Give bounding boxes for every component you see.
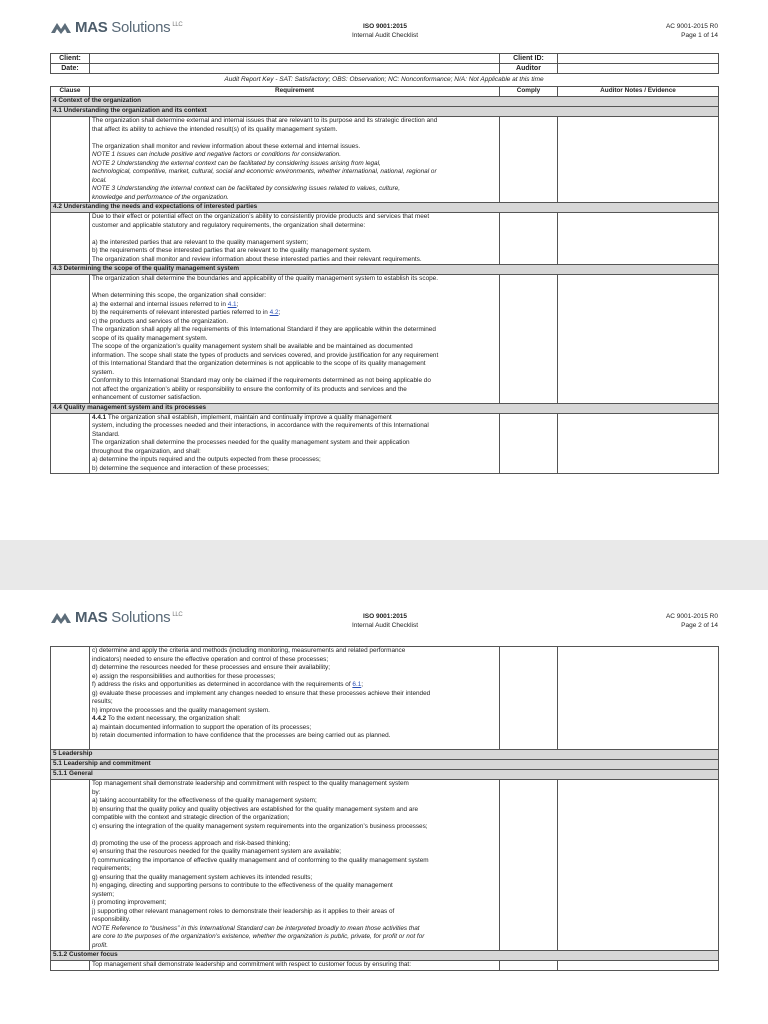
table-row <box>51 213 719 265</box>
requirement-line: Standard. <box>92 430 120 438</box>
requirement-line: The organization shall monitor and review information about these external and internal issues. <box>92 142 361 150</box>
requirement-cell <box>90 117 500 203</box>
note-line: are core to the purposes of the organization’s existence, whether the organization is public, private, for profit or not for <box>92 933 425 940</box>
section-header: 5 Leadership <box>51 750 719 760</box>
requirement-line: information. The scope shall state the types of products and services covered, and provide justification for any requirement <box>92 351 439 359</box>
requirement-line: system, including the processes needed and their interactions, in accordance with the requirements of this International <box>92 422 429 429</box>
auditor-notes-cell[interactable] <box>558 117 719 203</box>
requirement-line: b) the requirements of these interested parties that are relevant to the quality management system. <box>92 247 372 254</box>
requirement-line: c) the products and services of the organization. <box>92 317 229 325</box>
auditor-notes-cell[interactable] <box>558 413 719 474</box>
clause-cell <box>51 413 90 474</box>
auditor-notes-cell[interactable] <box>558 961 719 971</box>
note-line: profit. <box>92 941 108 949</box>
page-number: Page 1 of 14 <box>681 32 718 39</box>
requirement-line: a) taking accountability for the effectiveness of the quality management system; <box>92 797 317 804</box>
requirement-line: customer and applicable statutory and regulatory requirements, the organization shall determine: <box>92 221 366 229</box>
note-line: NOTE 1 Issues can include positive and negative factors or conditions for consideration. <box>92 151 342 158</box>
comply-cell[interactable] <box>500 213 558 265</box>
note-line: NOTE Reference to “business” in this International Standard can be interpreted broadly to mean those activities that <box>92 924 420 932</box>
note-line: NOTE 2 Understanding the external context can be facilitated by considering issues arising from legal, <box>92 159 381 167</box>
section-header: 5.1.2 Customer focus <box>51 951 719 961</box>
requirement-line: The organization shall monitor and review information about these interested parties and their relevant requirements. <box>92 255 422 263</box>
section-header: 4.2 Understanding the needs and expectations of interested parties <box>51 203 719 213</box>
requirement-line: by: <box>92 788 101 796</box>
auditor-field[interactable] <box>558 64 719 74</box>
audit-report-key: Audit Report Key - SAT: Satisfactory; OBS: Observation; NC: Nonconformance; N/A: Not Applicable at this time <box>224 76 544 83</box>
header-center <box>285 612 485 630</box>
requirement-line: b) the requirements of relevant interested parties referred to in 4.2; <box>92 309 281 316</box>
page-2 <box>0 590 768 1024</box>
section-header: 4 Context of the organization <box>51 97 719 107</box>
requirement-line: that affect its ability to achieve the intended result(s) of its quality management system. <box>92 125 338 133</box>
page-header <box>0 0 768 48</box>
column-clause: Clause <box>51 87 90 97</box>
page-header <box>0 590 768 638</box>
standard-name: ISO 9001:2015 <box>362 613 408 620</box>
requirement-line: system; <box>92 890 115 898</box>
clause-link-6-1[interactable]: 6.1 <box>352 681 362 688</box>
requirement-line: a) maintain documented information to support the operation of its processes; <box>92 723 312 731</box>
requirement-line: e) ensuring that the resources needed for the quality management system are available; <box>92 848 342 855</box>
requirement-line: c) determine and apply the criteria and methods (including monitoring, measurements and related performance <box>92 647 406 654</box>
client-field[interactable] <box>90 54 500 64</box>
requirement-line: Due to their effect or potential effect on the organization’s ability to consistently provide products and services that meet <box>92 213 430 220</box>
requirement-line: i) promoting improvement; <box>92 899 167 906</box>
requirement-line: j) supporting other relevant management roles to demonstrate their leadership as it applies to their areas of <box>92 907 395 915</box>
requirement-line: indicators) needed to ensure the effective operation and control of these processes; <box>92 655 329 663</box>
requirement-line: The organization shall apply all the requirements of this International Standard if they are applicable within the determined <box>92 326 436 333</box>
section-header: 4.3 Determining the scope of the quality management system <box>51 265 719 275</box>
requirement-line: h) improve the processes and the quality management system. <box>92 706 270 714</box>
requirement-line: The scope of the organization’s quality management system shall be available and be maintained as documented <box>92 343 413 350</box>
requirement-line: compatible with the context and strategic direction of the organization; <box>92 814 290 821</box>
mas-logo-icon <box>50 611 72 625</box>
clause-cell <box>51 275 90 404</box>
client-label: Client: <box>51 54 90 64</box>
requirement-line: scope of its quality management system. <box>92 334 208 342</box>
section-header: 5.1 Leadership and commitment <box>51 760 719 770</box>
requirement-line: Top management shall demonstrate leadership and commitment with respect to customer focus by ensuring that: <box>92 961 411 968</box>
note-line: knowledge and performance of the organization. <box>92 193 229 201</box>
requirement-line: responsibility. <box>92 916 131 923</box>
clause-cell <box>51 213 90 265</box>
requirement-line: The organization shall determine the processes needed for the quality management system and their application <box>92 439 410 446</box>
requirement-line: The organization shall determine external and internal issues that are relevant to its purpose and its strategic direction and <box>92 117 438 124</box>
requirement-line: throughout the organization, and shall: <box>92 447 201 455</box>
requirement-line: of this International Standard that the organization determines is not applicable to the scope of its quality management <box>92 360 426 367</box>
requirement-line: f) address the risks and opportunities as determined in accordance with the requirements of 6.1; <box>92 681 364 688</box>
comply-cell[interactable] <box>500 780 558 951</box>
requirement-line: 4.4.2 To the extent necessary, the organization shall: <box>92 715 241 722</box>
requirement-cell <box>90 413 500 474</box>
header-right <box>666 22 718 40</box>
requirement-cell <box>90 961 500 971</box>
auditor-notes-cell[interactable] <box>558 780 719 951</box>
note-line: technological, competitive, market, cultural, social and economic environments, whether international, national, regional or <box>92 168 437 175</box>
requirement-line: d) promoting the use of the process approach and risk-based thinking; <box>92 839 291 847</box>
document-id: AC 9001-2015 R0 <box>665 613 718 620</box>
standard-name: ISO 9001:2015 <box>362 23 408 30</box>
requirement-line: results; <box>92 698 113 705</box>
note-line: NOTE 3 Understanding the internal context can be facilitated by considering issues related to values, culture, <box>92 185 400 192</box>
auditor-notes-cell[interactable] <box>558 213 719 265</box>
column-header-row <box>51 87 719 97</box>
requirement-line: system. <box>92 368 115 376</box>
requirement-cell <box>90 213 500 265</box>
table-row <box>51 413 719 474</box>
requirement-line: b) ensuring that the quality policy and quality objectives are established for the quality management system and are <box>92 805 419 813</box>
table-row <box>51 275 719 404</box>
requirement-cell <box>90 780 500 951</box>
requirement-line: When determining this scope, the organization shall consider: <box>92 292 267 299</box>
table-row <box>51 117 719 203</box>
requirement-line: a) determine the inputs required and the outputs expected from these processes; <box>92 456 321 463</box>
note-line: local. <box>92 176 107 184</box>
page-number: Page 2 of 14 <box>681 622 718 629</box>
column-notes: Auditor Notes / Evidence <box>558 87 719 97</box>
table-row <box>51 647 719 750</box>
requirement-cell <box>90 647 500 750</box>
comply-cell[interactable] <box>500 413 558 474</box>
requirement-line: a) the external and internal issues referred to in 4.1; <box>92 300 239 308</box>
company-logo <box>50 610 182 625</box>
requirement-line: c) ensuring the integration of the quality management system requirements into the organization’s business processes; <box>92 822 428 830</box>
auditor-label: Auditor <box>500 64 558 74</box>
client-id-field[interactable] <box>558 54 719 64</box>
requirement-cell <box>90 275 500 404</box>
audit-checklist-table <box>50 86 719 474</box>
date-field[interactable] <box>90 64 500 74</box>
document-title: Internal Audit Checklist <box>351 32 419 39</box>
clause-cell <box>51 961 90 971</box>
audit-checklist-table <box>50 646 719 971</box>
section-header: 5.1.1 General <box>51 770 719 780</box>
requirement-line: f) communicating the importance of effective quality management and of conforming to the quality management system <box>92 856 429 864</box>
clause-link-4-1[interactable]: 4.1 <box>227 300 237 308</box>
table-row <box>51 961 719 971</box>
document-id: AC 9001-2015 R0 <box>665 23 718 30</box>
requirement-line: requirements; <box>92 865 132 872</box>
requirement-line: b) retain documented information to have confidence that the processes are being carried out as planned. <box>92 732 391 739</box>
client-id-label: Client ID: <box>500 54 558 64</box>
date-label: Date: <box>51 64 90 74</box>
requirement-line: enhancement of customer satisfaction. <box>92 394 202 401</box>
section-header: 4.4 Quality management system and its processes <box>51 403 719 413</box>
header-right <box>666 612 718 630</box>
company-name: MAS Solutions $^{LLC}$ <box>75 19 183 36</box>
comply-cell[interactable] <box>500 117 558 203</box>
auditor-notes-cell[interactable] <box>558 647 719 750</box>
requirement-line: d) determine the resources needed for these processes and ensure their availability; <box>92 664 331 671</box>
client-info-table <box>50 53 719 74</box>
document-title: Internal Audit Checklist <box>351 622 419 629</box>
comply-cell[interactable] <box>500 647 558 750</box>
requirement-line: b) determine the sequence and interaction of these processes; <box>92 464 269 472</box>
mas-logo-icon <box>50 21 72 35</box>
requirement-line: g) ensuring that the quality management system achieves its intended results; <box>92 873 313 881</box>
clause-link-4-2[interactable]: 4.2 <box>269 309 279 316</box>
clause-cell <box>51 780 90 951</box>
company-logo <box>50 20 182 35</box>
header-center <box>285 22 485 40</box>
requirement-line: not affect the organization’s ability or responsibility to ensure the conformity of its products and services and the <box>92 385 407 393</box>
requirement-line: Top management shall demonstrate leadership and commitment with respect to the quality management system <box>92 780 409 787</box>
section-header: 4.1 Understanding the organization and its context <box>51 107 719 117</box>
clause-cell <box>51 647 90 750</box>
requirement-line: g) evaluate these processes and implement any changes needed to ensure that these processes achieve their intended <box>92 689 431 697</box>
requirement-line: a) the interested parties that are relevant to the quality management system; <box>92 238 308 246</box>
column-requirement: Requirement <box>90 87 500 97</box>
table-row <box>51 780 719 951</box>
requirement-line: 4.4.1 The organization shall establish, implement, maintain and continually improve a quality management <box>92 413 392 421</box>
company-name: MAS Solutions $^{LLC}$ <box>75 609 183 626</box>
comply-cell[interactable] <box>500 961 558 971</box>
clause-cell <box>51 117 90 203</box>
requirement-line: e) assign the responsibilities and authorities for these processes; <box>92 672 276 680</box>
auditor-notes-cell[interactable] <box>558 275 719 404</box>
comply-cell[interactable] <box>500 275 558 404</box>
requirement-line: The organization shall determine the boundaries and applicability of the quality management system to establish its scope. <box>92 275 439 282</box>
requirement-line: Conformity to this International Standard may only be claimed if the requirements determined as not being applicable do <box>92 377 431 384</box>
column-comply: Comply <box>500 87 558 97</box>
requirement-line: h) engaging, directing and supporting persons to contribute to the effectiveness of the quality management <box>92 882 393 889</box>
